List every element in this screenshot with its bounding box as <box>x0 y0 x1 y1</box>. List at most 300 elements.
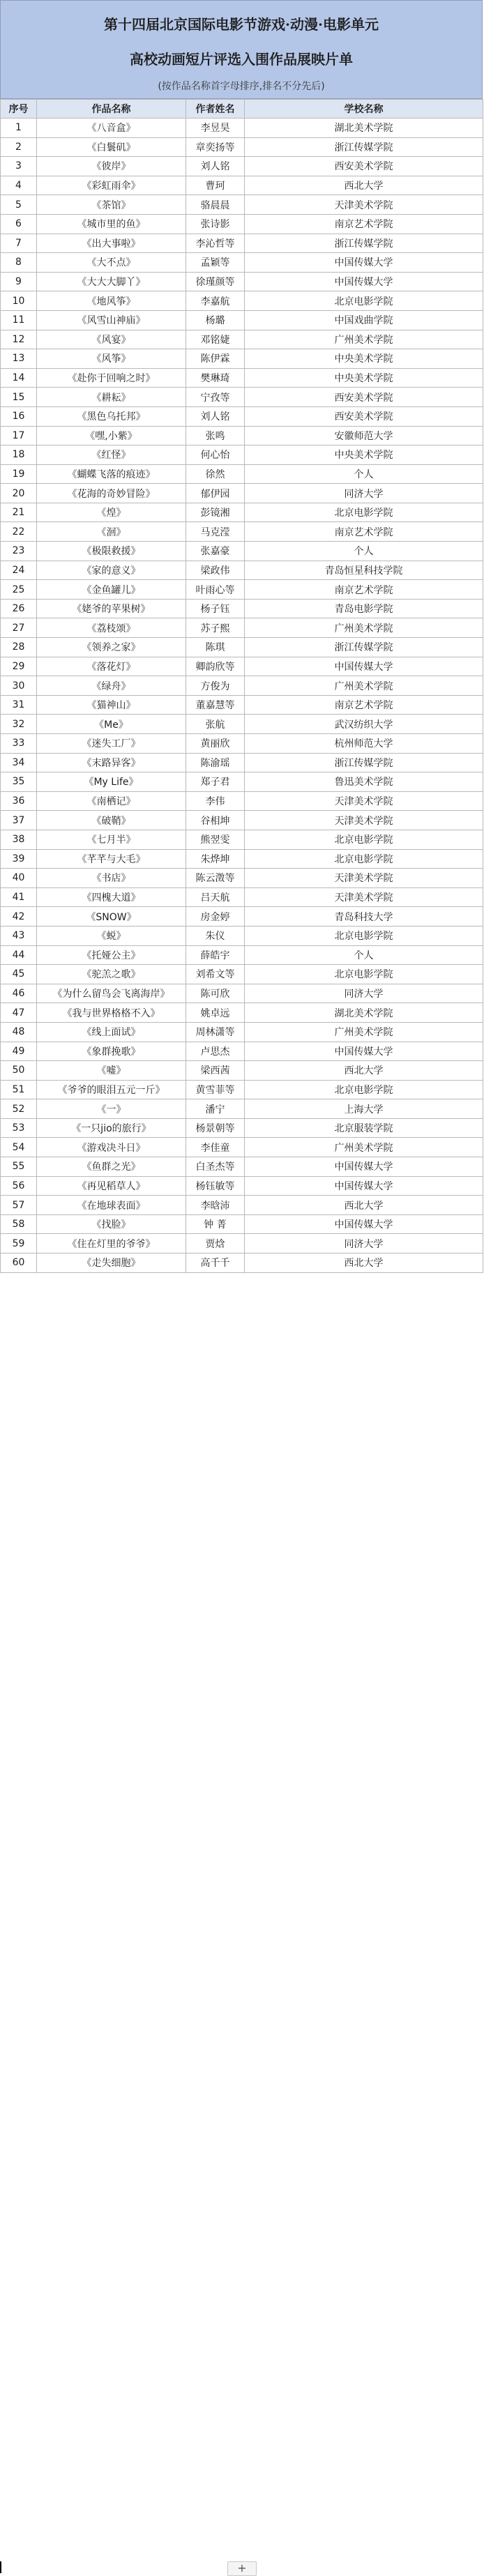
cell-school[interactable]: 中国传媒大学 <box>245 1042 483 1061</box>
cell-index[interactable]: 6 <box>1 214 37 234</box>
table-row <box>1 330 483 349</box>
cell-author[interactable]: 刘希文等 <box>186 965 245 984</box>
spreadsheet <box>0 0 484 1276</box>
cell-title[interactable]: 《彼岸》 <box>37 157 186 176</box>
cell-school[interactable]: 安徽师范大学 <box>245 426 483 445</box>
cell-index[interactable]: 23 <box>1 542 37 561</box>
cell-school[interactable]: 天津美术学院 <box>245 195 483 215</box>
cell-title[interactable]: 《猫神山》 <box>37 695 186 715</box>
cell-index[interactable]: 9 <box>1 272 37 291</box>
cell-title[interactable]: 《游戏决斗日》 <box>37 1138 186 1157</box>
cell-title[interactable]: 《花海的奇妙冒险》 <box>37 484 186 503</box>
cell-school[interactable]: 南京艺术学院 <box>245 522 483 542</box>
table-row <box>1 599 483 618</box>
cell-author[interactable]: 李佳童 <box>186 1138 245 1157</box>
cell-author[interactable]: 梁西茜 <box>186 1061 245 1081</box>
cell-school[interactable]: 西安美术学院 <box>245 406 483 426</box>
cell-title[interactable]: 《一只jio的旅行》 <box>37 1118 186 1138</box>
cell-school[interactable]: 天津美术学院 <box>245 811 483 830</box>
cell-author[interactable]: 骆晨晨 <box>186 195 245 215</box>
cell-title[interactable]: 《我与世界格格不入》 <box>37 1003 186 1023</box>
cell-school[interactable]: 浙江传媒学院 <box>245 753 483 772</box>
cell-author[interactable]: 陈伊霖 <box>186 349 245 369</box>
cell-author[interactable]: 宁孜等 <box>186 388 245 407</box>
cell-author[interactable]: 方俊为 <box>186 676 245 696</box>
table-row <box>1 157 483 176</box>
cell-index[interactable]: 45 <box>1 965 37 984</box>
table-row <box>1 234 483 253</box>
table-row <box>1 1214 483 1234</box>
cell-title[interactable]: 《绿舟》 <box>37 676 186 696</box>
cell-index[interactable]: 39 <box>1 849 37 869</box>
cell-school[interactable]: 西安美术学院 <box>245 157 483 176</box>
cell-author[interactable]: 钟 菁 <box>186 1214 245 1234</box>
cell-index[interactable]: 55 <box>1 1157 37 1177</box>
cell-title[interactable]: 《大大大脚丫》 <box>37 272 186 291</box>
table-row <box>1 1157 483 1177</box>
cell-author[interactable]: 彭镜湘 <box>186 503 245 522</box>
cell-school[interactable]: 中国传媒大学 <box>245 657 483 676</box>
table-row <box>1 561 483 580</box>
works-table <box>0 99 483 1273</box>
cell-index[interactable]: 32 <box>1 715 37 734</box>
cell-index[interactable]: 30 <box>1 676 37 696</box>
cell-title[interactable]: 《Me》 <box>37 715 186 734</box>
cell-school[interactable]: 北京电影学院 <box>245 830 483 849</box>
table-row <box>1 137 483 157</box>
cell-title[interactable]: 《家的意义》 <box>37 561 186 580</box>
cell-author[interactable]: 朱仪 <box>186 926 245 945</box>
cell-title[interactable]: 《住在灯里的爷爷》 <box>37 1234 186 1253</box>
cell-title[interactable]: 《洄》 <box>37 522 186 542</box>
cell-index[interactable]: 59 <box>1 1234 37 1253</box>
cell-school[interactable]: 中国传媒大学 <box>245 1176 483 1196</box>
cell-author[interactable]: 邓铭婕 <box>186 330 245 349</box>
cell-school[interactable]: 湖北美术学院 <box>245 119 483 138</box>
cell-author[interactable]: 陈琪 <box>186 638 245 657</box>
cell-title[interactable]: 《托娅公主》 <box>37 945 186 965</box>
cell-title[interactable]: 《蜕》 <box>37 926 186 945</box>
table-row <box>1 542 483 561</box>
table-row <box>1 945 483 965</box>
cell-title[interactable]: 《嘘》 <box>37 1061 186 1081</box>
cell-school[interactable]: 浙江传媒学院 <box>245 234 483 253</box>
cell-index[interactable]: 57 <box>1 1196 37 1215</box>
table-row <box>1 426 483 445</box>
cell-author[interactable]: 杨钰敏等 <box>186 1176 245 1196</box>
table-row <box>1 503 483 522</box>
table-row <box>1 406 483 426</box>
cell-author[interactable]: 何心怡 <box>186 445 245 465</box>
cell-title[interactable]: 《驼羔之歌》 <box>37 965 186 984</box>
cell-index[interactable]: 35 <box>1 772 37 792</box>
cell-school[interactable]: 同济大学 <box>245 1234 483 1253</box>
cell-index[interactable]: 49 <box>1 1042 37 1061</box>
cell-school[interactable]: 天津美术学院 <box>245 887 483 907</box>
cell-index[interactable]: 48 <box>1 1022 37 1042</box>
table-row <box>1 1080 483 1099</box>
cell-index[interactable]: 8 <box>1 253 37 273</box>
table-header-row <box>1 100 483 119</box>
cell-index[interactable]: 1 <box>1 119 37 138</box>
cell-title[interactable]: 《风雪山神庙》 <box>37 310 186 330</box>
cell-author[interactable]: 郑子君 <box>186 772 245 792</box>
cell-author[interactable]: 陈云澂等 <box>186 869 245 888</box>
table-row <box>1 388 483 407</box>
cell-school[interactable]: 南京艺术学院 <box>245 695 483 715</box>
cell-title[interactable]: 《蝴蝶飞落的痕迹》 <box>37 464 186 484</box>
cell-title[interactable]: 《黑色乌托邦》 <box>37 406 186 426</box>
table-row <box>1 715 483 734</box>
cell-school[interactable]: 青岛电影学院 <box>245 599 483 618</box>
table-row <box>1 349 483 369</box>
cell-school[interactable]: 广州美术学院 <box>245 330 483 349</box>
cell-school[interactable]: 南京艺术学院 <box>245 214 483 234</box>
cell-school[interactable]: 武汉纺织大学 <box>245 715 483 734</box>
table-row <box>1 1061 483 1081</box>
table-row <box>1 195 483 215</box>
cell-school[interactable]: 杭州师范大学 <box>245 734 483 754</box>
cell-author[interactable]: 梁政伟 <box>186 561 245 580</box>
cell-school[interactable]: 西北大学 <box>245 1253 483 1273</box>
cell-title[interactable]: 《芊芊与大毛》 <box>37 849 186 869</box>
cell-title[interactable]: 《南栖记》 <box>37 791 186 811</box>
cell-title[interactable]: 《一》 <box>37 1099 186 1119</box>
table-row <box>1 310 483 330</box>
cell-title[interactable]: 《迷失工厂》 <box>37 734 186 754</box>
cell-school[interactable]: 北京电影学院 <box>245 1080 483 1099</box>
cell-title[interactable]: 《SNOW》 <box>37 907 186 927</box>
cell-school[interactable]: 北京电影学院 <box>245 849 483 869</box>
table-row <box>1 445 483 465</box>
cell-author[interactable]: 刘人铭 <box>186 406 245 426</box>
cell-school[interactable]: 鲁迅美术学院 <box>245 772 483 792</box>
cell-author[interactable]: 曹珂 <box>186 176 245 195</box>
cell-school[interactable]: 同济大学 <box>245 484 483 503</box>
cell-index[interactable]: 58 <box>1 1214 37 1234</box>
cell-index[interactable]: 11 <box>1 310 37 330</box>
cell-school[interactable]: 上海大学 <box>245 1099 483 1119</box>
table-row <box>1 753 483 772</box>
cell-index[interactable]: 50 <box>1 1061 37 1081</box>
cell-index[interactable]: 4 <box>1 176 37 195</box>
cell-author[interactable]: 薛皓宇 <box>186 945 245 965</box>
table-row <box>1 887 483 907</box>
cell-title[interactable]: 《领养之家》 <box>37 638 186 657</box>
add-sheet-button[interactable]: + <box>227 2561 257 2576</box>
cell-index[interactable]: 18 <box>1 445 37 465</box>
cell-author[interactable]: 李沁哲等 <box>186 234 245 253</box>
cell-index[interactable]: 17 <box>1 426 37 445</box>
cell-title[interactable]: 《风筝》 <box>37 349 186 369</box>
cell-title[interactable]: 《城市里的鱼》 <box>37 214 186 234</box>
cell-author[interactable]: 张诗影 <box>186 214 245 234</box>
cell-index[interactable]: 10 <box>1 291 37 311</box>
cell-index[interactable]: 5 <box>1 195 37 215</box>
cell-index[interactable]: 19 <box>1 464 37 484</box>
cell-author[interactable]: 卿韵欣等 <box>186 657 245 676</box>
cell-title[interactable]: 《耕耘》 <box>37 388 186 407</box>
cell-school[interactable]: 北京电影学院 <box>245 291 483 311</box>
cell-author[interactable]: 黄丽欣 <box>186 734 245 754</box>
cell-title[interactable]: 《爷爷的眼泪五元一斤》 <box>37 1080 186 1099</box>
table-row <box>1 1196 483 1215</box>
cell-author[interactable]: 陈可欣 <box>186 984 245 1003</box>
table-row <box>1 772 483 792</box>
cell-school[interactable]: 天津美术学院 <box>245 869 483 888</box>
cell-author[interactable]: 叶雨心等 <box>186 580 245 600</box>
cell-school[interactable]: 湖北美术学院 <box>245 1003 483 1023</box>
cell-index[interactable]: 28 <box>1 638 37 657</box>
cell-author[interactable]: 谷相坤 <box>186 811 245 830</box>
cell-author[interactable]: 张航 <box>186 715 245 734</box>
cell-school[interactable]: 中国传媒大学 <box>245 272 483 291</box>
cell-title[interactable]: 《鱼群之光》 <box>37 1157 186 1177</box>
cell-title[interactable]: 《风宴》 <box>37 330 186 349</box>
cell-title[interactable]: 《大不点》 <box>37 253 186 273</box>
table-row <box>1 464 483 484</box>
cell-author[interactable]: 贾焓 <box>186 1234 245 1253</box>
cell-school[interactable]: 西安美术学院 <box>245 388 483 407</box>
cell-author[interactable]: 张嘉豪 <box>186 542 245 561</box>
cell-index[interactable]: 12 <box>1 330 37 349</box>
table-row <box>1 119 483 138</box>
cell-author[interactable]: 徐然 <box>186 464 245 484</box>
cell-index[interactable]: 31 <box>1 695 37 715</box>
cell-school[interactable]: 北京电影学院 <box>245 503 483 522</box>
cell-index[interactable]: 38 <box>1 830 37 849</box>
cell-title[interactable]: 《破鞘》 <box>37 811 186 830</box>
cell-author[interactable]: 高千千 <box>186 1253 245 1273</box>
cell-index[interactable]: 51 <box>1 1080 37 1099</box>
cell-title[interactable]: 《极限救援》 <box>37 542 186 561</box>
cell-index[interactable]: 2 <box>1 137 37 157</box>
cell-index[interactable]: 37 <box>1 811 37 830</box>
cell-title[interactable]: 《嘿,小紫》 <box>37 426 186 445</box>
table-row <box>1 791 483 811</box>
column-header-author[interactable]: 作者姓名 <box>186 100 245 119</box>
cell-title[interactable]: 《姥爷的苹果树》 <box>37 599 186 618</box>
table-row <box>1 695 483 715</box>
cell-school[interactable]: 青岛恒星科技学院 <box>245 561 483 580</box>
cell-index[interactable]: 22 <box>1 522 37 542</box>
cell-school[interactable]: 中央美术学院 <box>245 445 483 465</box>
cell-author[interactable]: 陈渝瑶 <box>186 753 245 772</box>
table-row <box>1 618 483 638</box>
table-body <box>1 119 483 1273</box>
cell-index[interactable]: 14 <box>1 368 37 388</box>
table-row <box>1 1042 483 1061</box>
cell-author[interactable]: 卢思杰 <box>186 1042 245 1061</box>
cell-school[interactable]: 广州美术学院 <box>245 1022 483 1042</box>
cell-author[interactable]: 李晗沛 <box>186 1196 245 1215</box>
cell-author[interactable]: 房金婷 <box>186 907 245 927</box>
cell-title[interactable]: 《茶馆》 <box>37 195 186 215</box>
cell-title[interactable]: 《为什么留鸟会飞离海岸》 <box>37 984 186 1003</box>
cell-school[interactable]: 个人 <box>245 464 483 484</box>
cell-school[interactable]: 北京服装学院 <box>245 1118 483 1138</box>
cell-title[interactable]: 《彩虹雨伞》 <box>37 176 186 195</box>
cell-title[interactable]: 《落花灯》 <box>37 657 186 676</box>
cell-index[interactable]: 33 <box>1 734 37 754</box>
cell-school[interactable]: 中国传媒大学 <box>245 1214 483 1234</box>
cell-author[interactable]: 张鸣 <box>186 426 245 445</box>
table-row <box>1 984 483 1003</box>
cell-author[interactable]: 刘人铭 <box>186 157 245 176</box>
cell-index[interactable]: 29 <box>1 657 37 676</box>
cell-author[interactable]: 董嘉慧等 <box>186 695 245 715</box>
cell-index[interactable]: 20 <box>1 484 37 503</box>
table-row <box>1 965 483 984</box>
cell-author[interactable]: 杨璐 <box>186 310 245 330</box>
cell-index[interactable]: 43 <box>1 926 37 945</box>
cell-school[interactable]: 中国戏曲学院 <box>245 310 483 330</box>
cell-index[interactable]: 42 <box>1 907 37 927</box>
cell-index[interactable]: 41 <box>1 887 37 907</box>
cell-index[interactable]: 47 <box>1 1003 37 1023</box>
cell-title[interactable]: 《白鬟矶》 <box>37 137 186 157</box>
cell-index[interactable]: 52 <box>1 1099 37 1119</box>
cell-author[interactable]: 朱烨坤 <box>186 849 245 869</box>
table-row <box>1 638 483 657</box>
cell-school[interactable]: 浙江传媒学院 <box>245 137 483 157</box>
cell-school[interactable]: 广州美术学院 <box>245 618 483 638</box>
cell-index[interactable]: 24 <box>1 561 37 580</box>
cell-index[interactable]: 54 <box>1 1138 37 1157</box>
cell-school[interactable]: 西北大学 <box>245 176 483 195</box>
cell-index[interactable]: 46 <box>1 984 37 1003</box>
cell-school[interactable]: 中央美术学院 <box>245 368 483 388</box>
cell-author[interactable]: 杨景朝等 <box>186 1118 245 1138</box>
cell-author[interactable]: 郁伊园 <box>186 484 245 503</box>
cell-author[interactable]: 黄雪菲等 <box>186 1080 245 1099</box>
cell-school[interactable]: 中央美术学院 <box>245 349 483 369</box>
cell-author[interactable]: 周林潇等 <box>186 1022 245 1042</box>
cell-school[interactable]: 青岛科技大学 <box>245 907 483 927</box>
cell-index[interactable]: 16 <box>1 406 37 426</box>
cell-index[interactable]: 56 <box>1 1176 37 1196</box>
cell-title[interactable]: 《线上面试》 <box>37 1022 186 1042</box>
cell-author[interactable]: 马克滢 <box>186 522 245 542</box>
cell-author[interactable]: 姚卓远 <box>186 1003 245 1023</box>
cell-author[interactable]: 章奕扬等 <box>186 137 245 157</box>
cell-school[interactable]: 北京电影学院 <box>245 965 483 984</box>
table-row <box>1 368 483 388</box>
cell-title[interactable]: 《地风筝》 <box>37 291 186 311</box>
cell-title[interactable]: 《七月半》 <box>37 830 186 849</box>
cell-title[interactable]: 《走失细胞》 <box>37 1253 186 1273</box>
cell-school[interactable]: 同济大学 <box>245 984 483 1003</box>
cell-title[interactable]: 《出大事啦》 <box>37 234 186 253</box>
cell-title[interactable]: 《荔枝颂》 <box>37 618 186 638</box>
cell-index[interactable]: 53 <box>1 1118 37 1138</box>
cell-index[interactable]: 27 <box>1 618 37 638</box>
cell-author[interactable]: 孟颖等 <box>186 253 245 273</box>
cell-index[interactable]: 21 <box>1 503 37 522</box>
cell-title[interactable]: 《煌》 <box>37 503 186 522</box>
cell-school[interactable]: 西北大学 <box>245 1196 483 1215</box>
cell-school[interactable]: 南京艺术学院 <box>245 580 483 600</box>
cell-school[interactable]: 广州美术学院 <box>245 676 483 696</box>
text-cursor <box>0 2561 1 2573</box>
cell-index[interactable]: 34 <box>1 753 37 772</box>
cell-index[interactable]: 44 <box>1 945 37 965</box>
cell-index[interactable]: 15 <box>1 388 37 407</box>
table-row <box>1 869 483 888</box>
cell-author[interactable]: 白圣杰等 <box>186 1157 245 1177</box>
cell-title[interactable]: 《象群挽歌》 <box>37 1042 186 1061</box>
table-row <box>1 811 483 830</box>
cell-author[interactable]: 李昱昊 <box>186 119 245 138</box>
cell-school[interactable]: 天津美术学院 <box>245 791 483 811</box>
cell-title[interactable]: 《四槐大道》 <box>37 887 186 907</box>
cell-index[interactable]: 26 <box>1 599 37 618</box>
cell-title[interactable]: 《My Life》 <box>37 772 186 792</box>
cell-index[interactable]: 25 <box>1 580 37 600</box>
cell-school[interactable]: 西北大学 <box>245 1061 483 1081</box>
table-row <box>1 580 483 600</box>
table-row <box>1 657 483 676</box>
table-row <box>1 176 483 195</box>
cell-index[interactable]: 13 <box>1 349 37 369</box>
cell-author[interactable]: 李嘉航 <box>186 291 245 311</box>
cell-school[interactable]: 个人 <box>245 542 483 561</box>
cell-index[interactable]: 40 <box>1 869 37 888</box>
cell-author[interactable]: 熊翌雯 <box>186 830 245 849</box>
cell-title[interactable]: 《红怪》 <box>37 445 186 465</box>
cell-school[interactable]: 中国传媒大学 <box>245 1157 483 1177</box>
cell-school[interactable]: 个人 <box>245 945 483 965</box>
cell-index[interactable]: 3 <box>1 157 37 176</box>
cell-title[interactable]: 《金鱼罐儿》 <box>37 580 186 600</box>
cell-index[interactable]: 36 <box>1 791 37 811</box>
cell-author[interactable]: 徐瑾颜等 <box>186 272 245 291</box>
column-header-school[interactable]: 学校名称 <box>245 100 483 119</box>
table-row <box>1 926 483 945</box>
column-header-title[interactable]: 作品名称 <box>37 100 186 119</box>
cell-author[interactable]: 苏子熙 <box>186 618 245 638</box>
table-row <box>1 272 483 291</box>
cell-author[interactable]: 潘宁 <box>186 1099 245 1119</box>
cell-title[interactable]: 《再见稻草人》 <box>37 1176 186 1196</box>
cell-title[interactable]: 《赴你于回响之时》 <box>37 368 186 388</box>
table-row <box>1 1176 483 1196</box>
cell-title[interactable]: 《末路异客》 <box>37 753 186 772</box>
table-row <box>1 291 483 311</box>
cell-author[interactable]: 李伟 <box>186 791 245 811</box>
table-row <box>1 676 483 696</box>
table-row <box>1 1022 483 1042</box>
cell-school[interactable]: 中国传媒大学 <box>245 253 483 273</box>
page-subtitle: 高校动画短片评选入围作品展映片单 <box>130 51 353 68</box>
table-row <box>1 907 483 927</box>
cell-index[interactable]: 60 <box>1 1253 37 1273</box>
column-header-index[interactable]: 序号 <box>1 100 37 119</box>
cell-title[interactable]: 《书店》 <box>37 869 186 888</box>
cell-title[interactable]: 《找脸》 <box>37 1214 186 1234</box>
cell-school[interactable]: 北京电影学院 <box>245 926 483 945</box>
cell-author[interactable]: 樊琳琦 <box>186 368 245 388</box>
cell-author[interactable]: 杨子钰 <box>186 599 245 618</box>
cell-title[interactable]: 《在地球表面》 <box>37 1196 186 1215</box>
cell-school[interactable]: 浙江传媒学院 <box>245 638 483 657</box>
sort-note: (按作品名称首字母排序,排名不分先后) <box>158 81 325 92</box>
cell-school[interactable]: 广州美术学院 <box>245 1138 483 1157</box>
cell-author[interactable]: 吕天航 <box>186 887 245 907</box>
cell-title[interactable]: 《八音盒》 <box>37 119 186 138</box>
cell-index[interactable]: 7 <box>1 234 37 253</box>
table-row <box>1 1253 483 1273</box>
